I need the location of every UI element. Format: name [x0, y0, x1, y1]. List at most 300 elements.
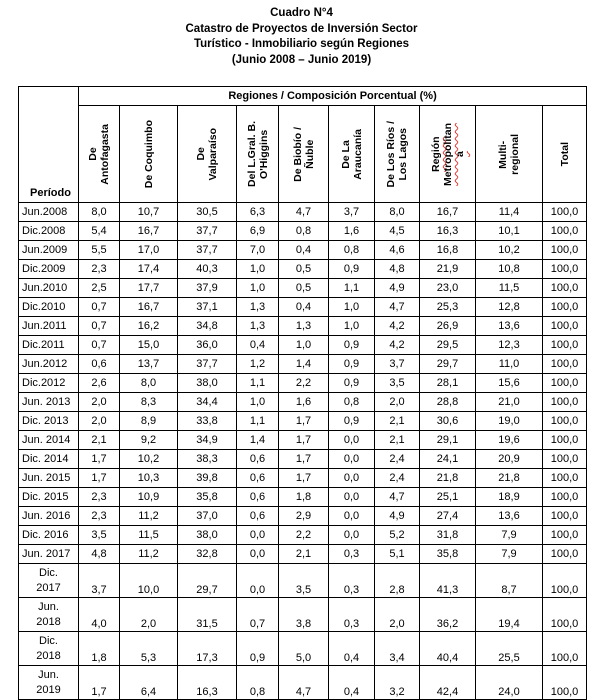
value-cell: 5,3	[120, 632, 178, 666]
value-cell: 2,1	[375, 431, 420, 450]
value-cell: 4,8	[79, 545, 120, 564]
value-cell: 35,8	[178, 488, 237, 507]
value-cell: 28,1	[420, 374, 476, 393]
value-cell: 3,4	[375, 632, 420, 666]
value-cell: 2,3	[79, 507, 120, 526]
value-cell: 0,4	[279, 241, 329, 260]
value-cell: 2,2	[279, 374, 329, 393]
value-cell: 1,7	[79, 469, 120, 488]
value-cell: 10,0	[120, 564, 178, 598]
value-cell: 17,0	[120, 241, 178, 260]
table-row	[19, 241, 587, 260]
value-cell: 41,3	[420, 564, 476, 598]
column-header-label: Multi- regional	[497, 133, 521, 175]
value-cell: 11,2	[120, 507, 178, 526]
value-cell: 100,0	[543, 203, 587, 222]
value-cell: 0,3	[329, 564, 375, 598]
value-cell: 8,0	[79, 203, 120, 222]
value-cell: 37,1	[178, 298, 237, 317]
value-cell: 100,0	[543, 412, 587, 431]
value-cell: 4,0	[79, 598, 120, 632]
value-cell: 1,7	[279, 450, 329, 469]
table-row	[19, 469, 587, 488]
column-header	[178, 106, 237, 203]
column-header	[79, 106, 120, 203]
value-cell: 24,1	[420, 450, 476, 469]
column-header	[420, 106, 476, 203]
value-cell: 1,7	[279, 412, 329, 431]
value-cell: 1,3	[237, 298, 279, 317]
value-cell: 1,8	[279, 488, 329, 507]
investment-table	[18, 86, 587, 700]
value-cell: 21,8	[420, 469, 476, 488]
value-cell: 0,0	[329, 469, 375, 488]
value-cell: 4,9	[375, 279, 420, 298]
periodo-cell: Jun. 2019	[19, 666, 79, 700]
value-cell: 0,5	[279, 279, 329, 298]
table-title-block	[0, 0, 603, 72]
value-cell: 31,8	[420, 526, 476, 545]
value-cell: 100,0	[543, 260, 587, 279]
value-cell: 0,8	[329, 393, 375, 412]
value-cell: 4,2	[375, 336, 420, 355]
value-cell: 0,4	[237, 336, 279, 355]
value-cell: 8,3	[120, 393, 178, 412]
value-cell: 2,4	[375, 450, 420, 469]
value-cell: 100,0	[543, 431, 587, 450]
value-cell: 36,0	[178, 336, 237, 355]
column-header-label: De Valparaíso	[195, 127, 219, 181]
value-cell: 1,7	[279, 431, 329, 450]
value-cell: 2,1	[279, 545, 329, 564]
value-cell: 12,3	[476, 336, 543, 355]
value-cell: 2,1	[79, 431, 120, 450]
value-cell: 100,0	[543, 598, 587, 632]
value-cell: 1,0	[237, 260, 279, 279]
table-row	[19, 666, 587, 700]
column-header	[543, 106, 587, 203]
value-cell: 0,9	[329, 412, 375, 431]
table-row	[19, 355, 587, 374]
column-header-label: De Coquimbo	[142, 119, 155, 189]
value-cell: 5,2	[375, 526, 420, 545]
value-cell: 0,7	[79, 298, 120, 317]
value-cell: 10,3	[120, 469, 178, 488]
value-cell: 1,0	[279, 336, 329, 355]
value-cell: 0,0	[329, 488, 375, 507]
value-cell: 37,9	[178, 279, 237, 298]
value-cell: 8,0	[120, 374, 178, 393]
value-cell: 100,0	[543, 564, 587, 598]
value-cell: 7,9	[476, 526, 543, 545]
value-cell: 7,0	[237, 241, 279, 260]
periodo-cell: Jun.2012	[19, 355, 79, 374]
column-header-label: Región Metropolitan a	[429, 122, 466, 186]
value-cell: 3,7	[79, 564, 120, 598]
column-header	[279, 106, 329, 203]
value-cell: 0,9	[329, 355, 375, 374]
value-cell: 35,8	[420, 545, 476, 564]
value-cell: 16,3	[420, 222, 476, 241]
value-cell: 0,9	[237, 632, 279, 666]
periodo-cell: Dic.2012	[19, 374, 79, 393]
table-title-line-2: Turístico - Inmobiliario según Regiones	[193, 38, 410, 50]
value-cell: 0,0	[237, 564, 279, 598]
value-cell: 10,9	[120, 488, 178, 507]
value-cell: 5,1	[375, 545, 420, 564]
value-cell: 1,4	[279, 355, 329, 374]
value-cell: 3,2	[375, 666, 420, 700]
value-cell: 25,5	[476, 632, 543, 666]
value-cell: 4,7	[279, 666, 329, 700]
periodo-cell: Dic.2009	[19, 260, 79, 279]
value-cell: 100,0	[543, 450, 587, 469]
value-cell: 4,5	[375, 222, 420, 241]
value-cell: 0,0	[237, 526, 279, 545]
column-header-label: De Los Ríos / Los Lagos	[385, 120, 409, 188]
periodo-cell: Jun.2011	[19, 317, 79, 336]
value-cell: 21,0	[476, 393, 543, 412]
value-cell: 34,9	[178, 431, 237, 450]
value-cell: 11,0	[476, 355, 543, 374]
value-cell: 2,3	[79, 260, 120, 279]
value-cell: 18,9	[476, 488, 543, 507]
value-cell: 10,8	[476, 260, 543, 279]
value-cell: 1,7	[79, 666, 120, 700]
periodo-cell: Dic. 2015	[19, 488, 79, 507]
value-cell: 17,7	[120, 279, 178, 298]
value-cell: 2,2	[279, 526, 329, 545]
value-cell: 27,4	[420, 507, 476, 526]
value-cell: 2,4	[375, 469, 420, 488]
value-cell: 26,9	[420, 317, 476, 336]
table-row	[19, 526, 587, 545]
value-cell: 0,3	[329, 545, 375, 564]
table-row	[19, 393, 587, 412]
value-cell: 1,4	[237, 431, 279, 450]
value-cell: 1,8	[79, 632, 120, 666]
value-cell: 100,0	[543, 666, 587, 700]
value-cell: 2,1	[375, 412, 420, 431]
value-cell: 9,2	[120, 431, 178, 450]
value-cell: 0,6	[237, 488, 279, 507]
value-cell: 0,0	[237, 545, 279, 564]
value-cell: 30,5	[178, 203, 237, 222]
periodo-cell: Jun. 2016	[19, 507, 79, 526]
column-header-label: De Antofagasta	[87, 123, 111, 185]
regions-group-header: Regiones / Composición Porcentual (%)	[79, 87, 587, 106]
value-cell: 37,7	[178, 222, 237, 241]
periodo-cell: Jun. 2017	[19, 545, 79, 564]
table-row	[19, 545, 587, 564]
value-cell: 29,1	[420, 431, 476, 450]
value-cell: 2,8	[375, 564, 420, 598]
value-cell: 4,7	[279, 203, 329, 222]
value-cell: 15,0	[120, 336, 178, 355]
value-cell: 1,2	[237, 355, 279, 374]
value-cell: 0,6	[237, 450, 279, 469]
table-row	[19, 298, 587, 317]
periodo-cell: Jun. 2018	[19, 598, 79, 632]
value-cell: 0,4	[279, 298, 329, 317]
value-cell: 13,6	[476, 507, 543, 526]
value-cell: 19,0	[476, 412, 543, 431]
value-cell: 37,0	[178, 507, 237, 526]
value-cell: 0,6	[237, 469, 279, 488]
value-cell: 0,9	[329, 336, 375, 355]
periodo-cell: Jun.2010	[19, 279, 79, 298]
value-cell: 0,9	[329, 374, 375, 393]
value-cell: 3,7	[329, 203, 375, 222]
value-cell: 11,4	[476, 203, 543, 222]
value-cell: 38,0	[178, 526, 237, 545]
value-cell: 10,2	[476, 241, 543, 260]
value-cell: 10,1	[476, 222, 543, 241]
table-row	[19, 260, 587, 279]
column-header	[237, 106, 279, 203]
value-cell: 16,8	[420, 241, 476, 260]
value-cell: 20,9	[476, 450, 543, 469]
column-header	[476, 106, 543, 203]
value-cell: 2,5	[79, 279, 120, 298]
value-cell: 28,8	[420, 393, 476, 412]
value-cell: 3,5	[375, 374, 420, 393]
value-cell: 3,5	[79, 526, 120, 545]
value-cell: 24,0	[476, 666, 543, 700]
value-cell: 34,4	[178, 393, 237, 412]
value-cell: 19,6	[476, 431, 543, 450]
periodo-cell: Dic. 2013	[19, 412, 79, 431]
column-header-label: De La Araucanía	[339, 128, 364, 180]
value-cell: 3,8	[279, 598, 329, 632]
value-cell: 15,6	[476, 374, 543, 393]
value-cell: 6,3	[237, 203, 279, 222]
value-cell: 0,7	[237, 598, 279, 632]
value-cell: 1,1	[237, 374, 279, 393]
value-cell: 38,3	[178, 450, 237, 469]
value-cell: 3,7	[375, 355, 420, 374]
periodo-cell: Dic.2010	[19, 298, 79, 317]
table-row	[19, 279, 587, 298]
value-cell: 1,6	[329, 222, 375, 241]
value-cell: 11,5	[476, 279, 543, 298]
value-cell: 0,7	[79, 317, 120, 336]
value-cell: 0,8	[279, 222, 329, 241]
value-cell: 19,4	[476, 598, 543, 632]
value-cell: 39,8	[178, 469, 237, 488]
periodo-cell: Jun. 2015	[19, 469, 79, 488]
value-cell: 0,0	[329, 526, 375, 545]
value-cell: 10,7	[120, 203, 178, 222]
table-row	[19, 374, 587, 393]
value-cell: 17,3	[178, 632, 237, 666]
value-cell: 40,4	[420, 632, 476, 666]
periodo-cell: Jun.2008	[19, 203, 79, 222]
value-cell: 100,0	[543, 336, 587, 355]
periodo-header: Período	[19, 87, 79, 203]
value-cell: 5,5	[79, 241, 120, 260]
value-cell: 16,7	[420, 203, 476, 222]
value-cell: 10,2	[120, 450, 178, 469]
value-cell: 100,0	[543, 279, 587, 298]
periodo-cell: Dic.2011	[19, 336, 79, 355]
value-cell: 5,4	[79, 222, 120, 241]
value-cell: 4,7	[375, 488, 420, 507]
value-cell: 0,6	[79, 355, 120, 374]
value-cell: 42,4	[420, 666, 476, 700]
value-cell: 100,0	[543, 507, 587, 526]
value-cell: 100,0	[543, 355, 587, 374]
value-cell: 1,0	[237, 393, 279, 412]
value-cell: 37,7	[178, 355, 237, 374]
column-header-label: De Biobío / Ñuble	[291, 126, 316, 182]
value-cell: 0,8	[237, 666, 279, 700]
value-cell: 5,0	[279, 632, 329, 666]
value-cell: 0,0	[329, 431, 375, 450]
value-cell: 100,0	[543, 317, 587, 336]
value-cell: 4,6	[375, 241, 420, 260]
value-cell: 1,6	[279, 393, 329, 412]
value-cell: 0,7	[79, 336, 120, 355]
value-cell: 2,0	[375, 393, 420, 412]
value-cell: 4,9	[375, 507, 420, 526]
value-cell: 1,7	[79, 450, 120, 469]
value-cell: 13,6	[476, 317, 543, 336]
value-cell: 0,4	[329, 666, 375, 700]
value-cell: 8,0	[375, 203, 420, 222]
column-header	[375, 106, 420, 203]
table-row	[19, 336, 587, 355]
table-title-line-1: Catastro de Proyectos de Inversión Sector	[185, 22, 418, 35]
value-cell: 37,7	[178, 241, 237, 260]
value-cell: 2,0	[79, 393, 120, 412]
value-cell: 1,0	[237, 279, 279, 298]
table-row	[19, 488, 587, 507]
value-cell: 29,5	[420, 336, 476, 355]
table-row	[19, 431, 587, 450]
column-header	[120, 106, 178, 203]
value-cell: 40,3	[178, 260, 237, 279]
table-row	[19, 203, 587, 222]
value-cell: 13,7	[120, 355, 178, 374]
value-cell: 29,7	[420, 355, 476, 374]
value-cell: 31,5	[178, 598, 237, 632]
value-cell: 16,7	[120, 222, 178, 241]
periodo-cell: Jun. 2013	[19, 393, 79, 412]
value-cell: 4,7	[375, 298, 420, 317]
value-cell: 100,0	[543, 526, 587, 545]
value-cell: 11,5	[120, 526, 178, 545]
table-period-range: (Junio 2008 – Junio 2019)	[231, 53, 372, 66]
value-cell: 1,3	[279, 317, 329, 336]
value-cell: 0,4	[329, 632, 375, 666]
periodo-cell: Dic. 2017	[19, 564, 79, 598]
value-cell: 23,0	[420, 279, 476, 298]
value-cell: 16,7	[120, 298, 178, 317]
value-cell: 21,8	[476, 469, 543, 488]
periodo-cell: Jun.2009	[19, 241, 79, 260]
value-cell: 17,4	[120, 260, 178, 279]
value-cell: 25,3	[420, 298, 476, 317]
value-cell: 34,8	[178, 317, 237, 336]
value-cell: 4,8	[375, 260, 420, 279]
value-cell: 32,8	[178, 545, 237, 564]
value-cell: 1,1	[237, 412, 279, 431]
value-cell: 100,0	[543, 632, 587, 666]
table-number: Cuadro N°4	[270, 7, 333, 19]
value-cell: 16,3	[178, 666, 237, 700]
value-cell: 25,1	[420, 488, 476, 507]
value-cell: 8,7	[476, 564, 543, 598]
value-cell: 2,9	[279, 507, 329, 526]
value-cell: 1,0	[329, 298, 375, 317]
value-cell: 16,2	[120, 317, 178, 336]
value-cell: 4,2	[375, 317, 420, 336]
table-row	[19, 564, 587, 598]
periodo-cell: Dic. 2014	[19, 450, 79, 469]
value-cell: 36,2	[420, 598, 476, 632]
table-row	[19, 507, 587, 526]
value-cell: 33,8	[178, 412, 237, 431]
periodo-cell: Jun. 2014	[19, 431, 79, 450]
value-cell: 100,0	[543, 374, 587, 393]
value-cell: 2,0	[79, 412, 120, 431]
periodo-cell: Dic.2008	[19, 222, 79, 241]
value-cell: 12,8	[476, 298, 543, 317]
value-cell: 6,9	[237, 222, 279, 241]
value-cell: 6,4	[120, 666, 178, 700]
column-header-label: Total	[558, 141, 571, 167]
value-cell: 8,9	[120, 412, 178, 431]
column-header-label: Del L.Gral. B. O'Higgins	[245, 121, 270, 187]
value-cell: 2,0	[120, 598, 178, 632]
value-cell: 100,0	[543, 222, 587, 241]
table-row	[19, 412, 587, 431]
value-cell: 0,5	[279, 260, 329, 279]
table-row	[19, 598, 587, 632]
value-cell: 38,0	[178, 374, 237, 393]
value-cell: 1,3	[237, 317, 279, 336]
value-cell: 0,3	[329, 598, 375, 632]
table-row	[19, 450, 587, 469]
value-cell: 11,2	[120, 545, 178, 564]
value-cell: 2,3	[79, 488, 120, 507]
table-row	[19, 317, 587, 336]
value-cell: 0,9	[329, 260, 375, 279]
periodo-cell: Dic. 2018	[19, 632, 79, 666]
column-header	[329, 106, 375, 203]
value-cell: 1,0	[329, 317, 375, 336]
value-cell: 0,6	[237, 507, 279, 526]
value-cell: 0,8	[329, 241, 375, 260]
value-cell: 100,0	[543, 393, 587, 412]
value-cell: 2,6	[79, 374, 120, 393]
value-cell: 100,0	[543, 241, 587, 260]
value-cell: 0,0	[329, 507, 375, 526]
value-cell: 100,0	[543, 488, 587, 507]
value-cell: 1,1	[329, 279, 375, 298]
table-row	[19, 632, 587, 666]
value-cell: 3,5	[279, 564, 329, 598]
table-row	[19, 222, 587, 241]
value-cell: 100,0	[543, 298, 587, 317]
value-cell: 0,0	[329, 450, 375, 469]
value-cell: 7,9	[476, 545, 543, 564]
value-cell: 1,7	[279, 469, 329, 488]
value-cell: 29,7	[178, 564, 237, 598]
value-cell: 100,0	[543, 545, 587, 564]
value-cell: 30,6	[420, 412, 476, 431]
